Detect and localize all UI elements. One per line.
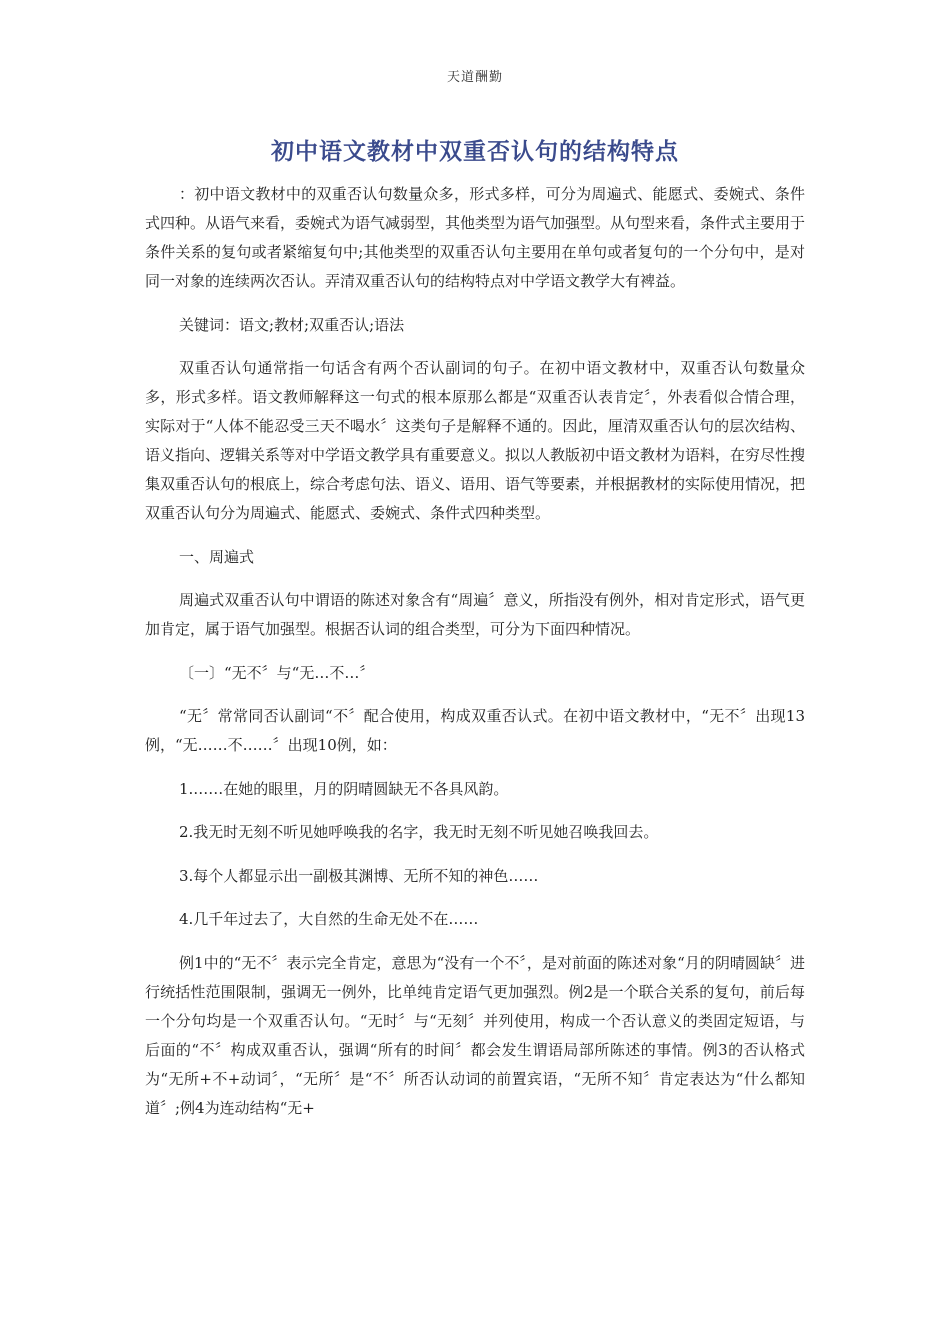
intro-paragraph: 双重否认句通常指一句话含有两个否认副词的句子。在初中语文教材中，双重否认句数量众多，形式多样。语文教师解释这一句式的根本原那么都是“双重否认表肯定〞，外表看似合情合理，实际对于“人体不能忍受三天不喝水〞这类句子是解释不通的。因此，厘清双重否认句的层次结构、语义指向、逻辑关系等对中学语文教学具有重要意义。拟以人教版初中语文教材为语料，在穷尽性搜集双重否认句的根底上，综合考虑句法、语义、语用、语气等要素，并根据教材的实际使用情况，把双重否认句分为周遍式、能愿式、委婉式、条件式四种类型。 — [145, 359, 806, 522]
keywords-paragraph: 关键词：语文;教材;双重否认;语法 — [179, 315, 405, 334]
body-paragraph: 周遍式双重否认句中谓语的陈述对象含有“周遍〞意义，所指没有例外，相对肯定形式，语气更加肯定，属于语气加强型。根据否认词的组合类型，可分为下面四种情况。 — [145, 591, 805, 638]
subsection-heading: 〔一〕“无不〞与“无…不…〞 — [179, 663, 375, 682]
body-paragraph: 例1中的“无不〞表示完全肯定，意思为“没有一个不〞，是对前面的陈述对象“月的阴晴圆缺〞进行统括性范围限制，强调无一例外，比单纯肯定语气更加强烈。例2是一个联合关系的复句，前后每一个分句均是一个双重否认句。“无时〞与“无刻〞并列使用，构成一个否认意义的类固定短语，与后面的“不〞构成双重否认，强调“所有的时间〞都会发生谓语局部所陈述的事情。例3的否认格式为“无所+不+动词〞，“无所〞是“不〞所否认动词的前置宾语，“无所不知〞肯定表达为“什么都知道〞;例4为连动结构“无+ — [145, 953, 805, 1117]
example-item: 3.每个人都显示出一副极其渊博、无所不知的神色…… — [179, 866, 539, 885]
abstract-paragraph: ：初中语文教材中的双重否认句数量众多，形式多样，可分为周遍式、能愿式、委婉式、条件式四种。从语气来看，委婉式为语气减弱型，其他类型为语气加强型。从句型来看，条件式主要用于条件关系的复句或者紧缩复句中;其他类型的双重否认句主要用在单句或者复句的一个分句中，是对同一对象的连续两次否认。弄清双重否认句的结构特点对中学语文教学大有裨益。 — [145, 185, 806, 290]
body-paragraph: “无〞常常同否认副词“不〞配合使用，构成双重否认式。在初中语文教材中，“无不〞出现13例，“无……不……〞出现10例，如： — [145, 707, 805, 754]
page-header: 天道酬勤 — [446, 70, 503, 85]
example-item: 1.……在她的眼里，月的阴晴圆缺无不各具风韵。 — [179, 779, 509, 798]
example-item: 2.我无时无刻不听见她呼唤我的名字，我无时无刻不听见她召唤我回去。 — [179, 823, 659, 841]
example-item: 4.几千年过去了，大自然的生命无处不在…… — [179, 910, 479, 928]
document-body — [145, 180, 805, 1137]
section-heading: 一、周遍式 — [179, 547, 255, 566]
document-title: 初中语文教材中双重否认句的结构特点 — [271, 139, 679, 165]
